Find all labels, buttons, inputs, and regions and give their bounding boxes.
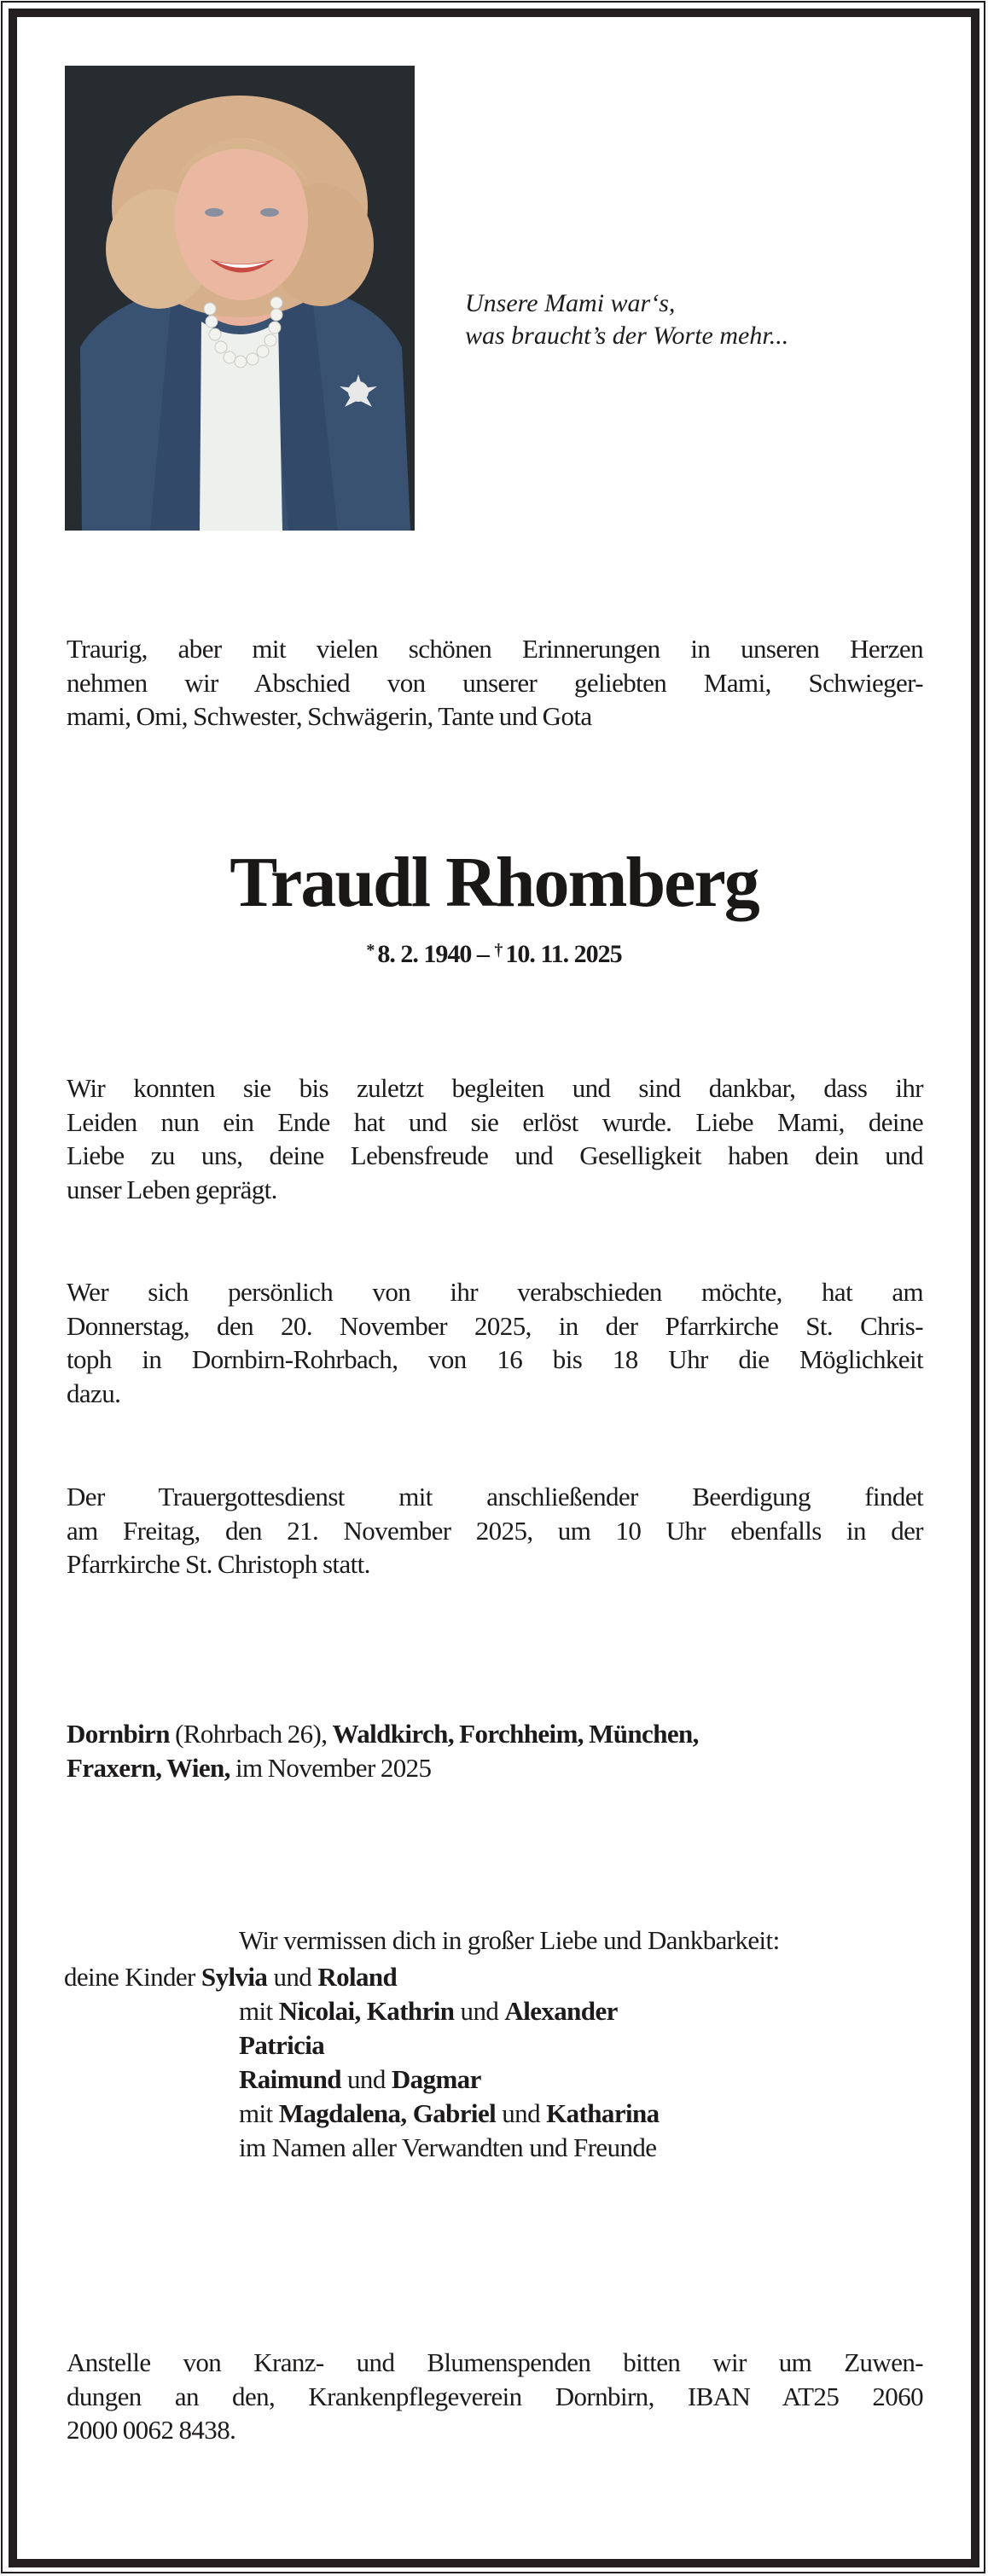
- life-dates: [0, 935, 988, 970]
- family-row: [64, 1960, 397, 1994]
- family-name: Nicolai, Kathrin: [278, 1996, 455, 2026]
- birth-star-icon: *: [366, 941, 375, 960]
- text-line: Traurig, aber mit vielen schönen Erinnerungen in unseren Herzen: [67, 634, 923, 664]
- text-line: Liebe zu uns, deine Lebensfreude und Geselligkeit haben dein und: [67, 1140, 923, 1170]
- kinder-label: deine Kinder: [64, 1962, 195, 1992]
- conjunction: mit: [239, 2098, 273, 2128]
- place-date: im November 2025: [235, 1752, 432, 1783]
- text-line: Der Trauergottesdienst mit anschließender Beerdigung findet: [67, 1482, 923, 1511]
- family-name: Raimund: [239, 2064, 341, 2094]
- place-others: Waldkirch, Forchheim, München,: [332, 1719, 699, 1749]
- text-line: dungen an den, Krankenpflegeverein Dornbirn, IBAN AT25 2060: [67, 2381, 923, 2411]
- family-row: [239, 2063, 481, 2097]
- family-row: [239, 1994, 618, 2028]
- date-separator: –: [476, 940, 489, 968]
- family-name: Roland: [317, 1962, 398, 1992]
- text-line: Wir konnten sie bis zuletzt begleiten und sind dankbar, dass ihr: [67, 1073, 923, 1103]
- family-name: Sylvia: [201, 1962, 268, 1992]
- text-line: [67, 1751, 923, 1785]
- conjunction: mit: [239, 1996, 273, 2026]
- conjunction: und: [273, 1962, 312, 1992]
- text-line: Donnerstag, den 20. November 2025, in der Pfarrkirche St. Chris-: [67, 1310, 923, 1341]
- conjunction: und: [460, 1996, 499, 2026]
- family-closing: im Namen aller Verwandten und Freunde: [239, 2132, 657, 2162]
- text-line: unser Leben geprägt.: [67, 1174, 277, 1204]
- service-paragraph: [67, 1480, 923, 1581]
- memorial-quote: [465, 287, 892, 352]
- text-line: toph in Dornbirn-Rohrbach, von 16 bis 18 Uhr die Möglichkeit: [67, 1344, 923, 1374]
- death-cross-icon: †: [494, 941, 503, 960]
- death-date: 10. 11. 2025: [505, 940, 622, 968]
- portrait-photo: [65, 66, 415, 531]
- family-name: Dagmar: [391, 2064, 481, 2094]
- place-others: Fraxern, Wien,: [67, 1752, 230, 1783]
- donation-paragraph: [67, 2346, 923, 2447]
- portrait-icon: [65, 66, 415, 531]
- text-line: Wer sich persönlich von ihr verabschieden möchte, hat am: [67, 1277, 923, 1307]
- family-name: Katharina: [546, 2098, 660, 2128]
- place-address: (Rohrbach 26),: [175, 1719, 328, 1749]
- family-name: Patricia: [239, 2030, 325, 2060]
- text-line: mami, Omi, Schwester, Schwägerin, Tante und Gota: [67, 701, 592, 731]
- quote-line: Unsere Mami war‘s,: [465, 289, 676, 317]
- conjunction: und: [502, 2098, 540, 2128]
- text-line: nehmen wir Abschied von unserer geliebten Mami, Schwieger-: [67, 667, 923, 698]
- text-line: Leiden nun ein Ende hat und sie erlöst wurde. Liebe Mami, deine: [67, 1106, 923, 1137]
- text-line: Pfarrkirche St. Christoph statt.: [67, 1549, 370, 1579]
- family-name: Alexander: [504, 1996, 618, 2026]
- thanks-paragraph: [67, 1071, 923, 1206]
- text-line: am Freitag, den 21. November 2025, um 10 Uhr ebenfalls in der: [67, 1515, 923, 1546]
- text-line: [67, 1717, 923, 1751]
- family-row: [239, 2097, 660, 2131]
- text-line: Anstelle von Kranz- und Blumenspenden bitten wir um Zuwen-: [67, 2347, 923, 2377]
- birth-date: 8. 2. 1940: [377, 940, 472, 968]
- places-line: [67, 1717, 923, 1784]
- intro-paragraph: [67, 632, 923, 734]
- text-line: 2000 0062 8438.: [67, 2415, 236, 2445]
- deceased-name: Traudl Rhomberg: [230, 843, 758, 922]
- family-row: [239, 2028, 324, 2063]
- family-heading: Wir vermissen dich in großer Liebe und Dankbarkeit:: [239, 1925, 780, 1955]
- farewell-paragraph: [67, 1275, 923, 1410]
- family-name: Magdalena, Gabriel: [278, 2098, 497, 2128]
- conjunction: und: [347, 2064, 386, 2094]
- text-line: dazu.: [67, 1378, 121, 1408]
- quote-line: was braucht’s der Worte mehr...: [465, 322, 789, 350]
- place-city: Dornbirn: [67, 1719, 170, 1749]
